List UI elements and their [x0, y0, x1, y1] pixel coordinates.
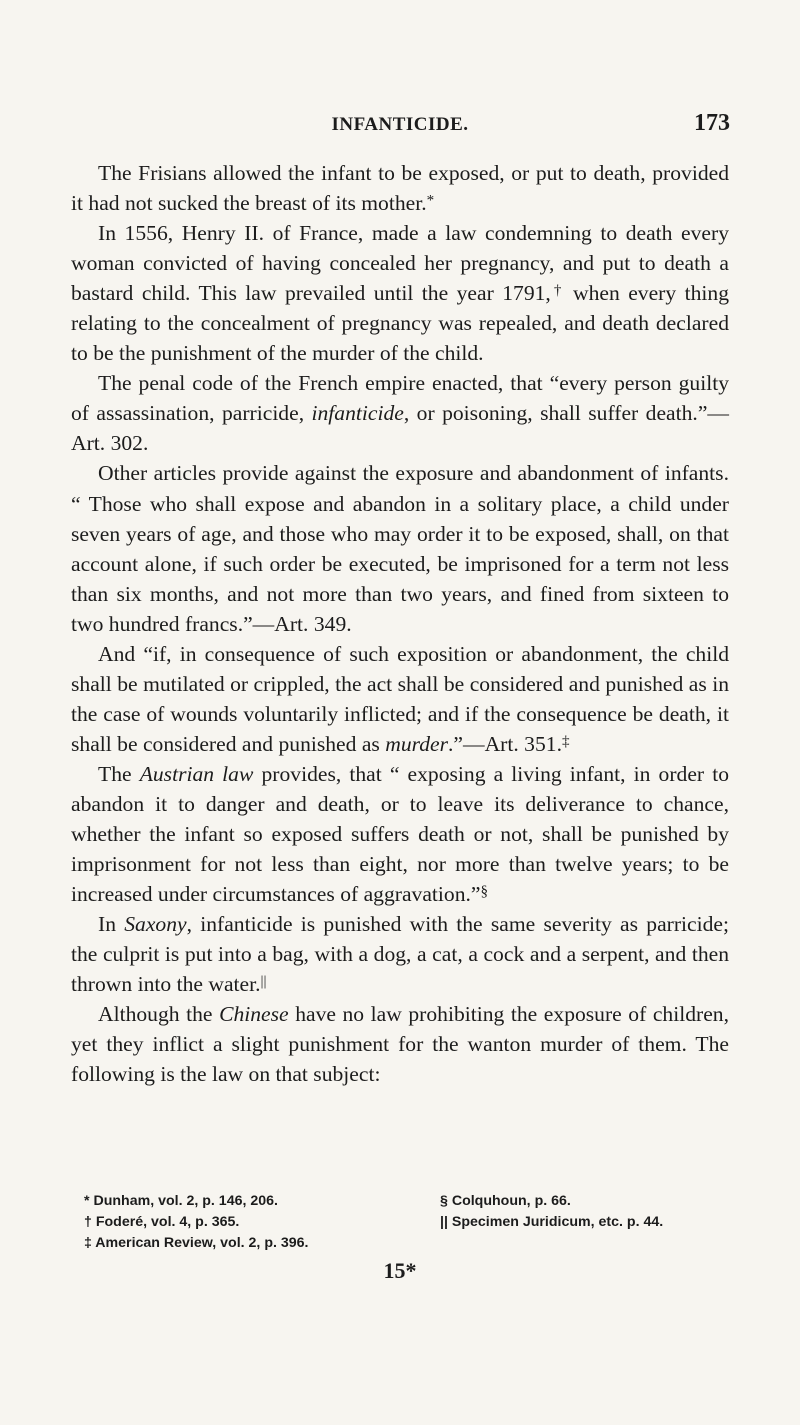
paragraph: [71, 458, 729, 638]
footnote-marker: *: [426, 192, 435, 209]
paragraph: [71, 368, 729, 458]
italic-text: Saxony: [124, 912, 187, 937]
text-run: In: [98, 912, 125, 937]
footnote: * Dunham, vol. 2, p. 146, 206.: [84, 1193, 278, 1209]
text-run: provides, that “ exposing a living infant, in order to abandon it to danger and death, or to leave its deliverance to chance, whether the infant so exposed suffers death or not, shall be punished by imprisonment for not less than eight, nor more than twelve years; to be increased under circumstances of aggravation.”: [71, 761, 730, 907]
paragraph: [71, 999, 729, 1089]
text-run: In 1556, Henry II. of France, made a law condemning to death every woman convicted of having concealed her pregnancy, and put to death a bastard child. This law prevailed until the year 1791,: [71, 221, 729, 306]
text-run: when every thing relating to the concealment of pregnancy was repealed, and death declared to be the punishment of the murder of the child.: [71, 281, 730, 366]
paragraph: [71, 218, 729, 368]
footnotes-right-column: [440, 1191, 734, 1254]
text-run: The Frisians allowed the infant to be exposed, or put to death, provided it had not sucked the breast of its mother.: [71, 161, 729, 216]
italic-text: murder: [385, 731, 449, 756]
text-run: have no law prohibiting the exposure of children, yet they inflict a slight punishment for the wanton murder of them. The following is the law on that subject:: [71, 1002, 729, 1087]
footnote-marker: ||: [260, 973, 267, 990]
paragraph: [71, 158, 729, 218]
text-run: And “if, in consequence of such exposition or abandonment, the child shall be mutilated or crippled, the act shall be considered and punished as in the case of wounds voluntarily inflicted; and if the consequence be death, it shall be considered and punished as: [71, 641, 729, 756]
footnote: † Foderé, vol. 4, p. 365.: [84, 1214, 240, 1230]
text-run: The: [98, 761, 140, 786]
italic-text: Austrian law: [139, 761, 254, 786]
paragraph: [71, 759, 729, 909]
footnote: ‡ American Review, vol. 2, p. 396.: [84, 1235, 309, 1251]
italic-text: Chinese: [219, 1002, 289, 1027]
text-run: , infanticide is punished with the same severity as parricide; the culprit is put into a bag, with a dog, a cat, a cock and a serpent, and then thrown into the water.: [71, 912, 730, 997]
signature-mark: 15*: [383, 1258, 417, 1283]
footnotes-left-column: [84, 1191, 440, 1254]
footnote: § Colquhoun, p. 66.: [440, 1193, 571, 1209]
paragraph: [71, 909, 729, 999]
paragraph: [71, 639, 729, 759]
page-number: 173: [694, 110, 730, 136]
footnotes: [84, 1191, 734, 1254]
running-header: [70, 110, 730, 140]
chapter-title: INFANTICIDE.: [331, 114, 469, 135]
italic-text: infanticide: [311, 401, 404, 426]
footnote-marker: §: [480, 883, 489, 900]
text-run: The penal code of the French empire enacted, that “every person guilty of assassination, parricide,: [71, 371, 729, 426]
footnote-marker: ‡: [561, 733, 570, 750]
text-run: , or poisoning, shall suffer death.”—Art. 302.: [71, 401, 729, 456]
footnote: || Specimen Juridicum, etc. p. 44.: [440, 1214, 664, 1230]
text-run: Although the: [98, 1002, 220, 1027]
body-text: [71, 158, 729, 1089]
text-run: Other articles provide against the exposure and abandonment of infants. “ Those who shall expose and abandon in a solitary place, a child under seven years of age, and those who may order it to be exposed, shall, on that account alone, if such order be executed, be imprisoned for a term not less than six months, and not more than two years, and fined from sixteen to two hundred francs.”—Art. 349.: [71, 461, 729, 636]
text-run: .”—Art. 351.: [448, 731, 562, 756]
footnote-marker: †: [550, 282, 565, 299]
